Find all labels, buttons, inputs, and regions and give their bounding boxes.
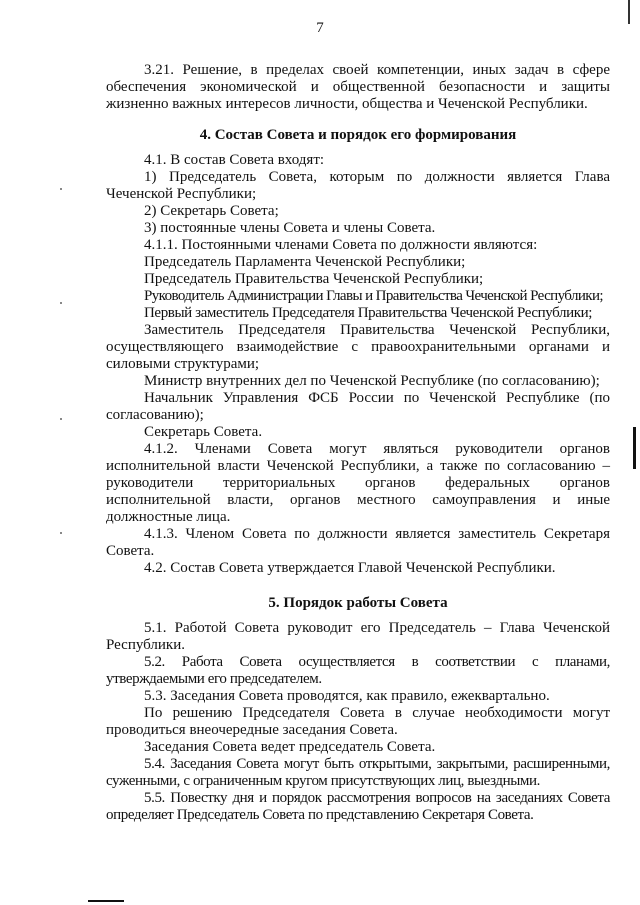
paragraph-4-1-1: 4.1.1. Постоянными членами Совета по должности являются: <box>144 237 538 253</box>
section-4-heading: 4. Состав Совета и порядок его формирования <box>199 127 517 143</box>
member-3: Руководитель Администрации Главы и Правительства Чеченской Республики; <box>144 288 603 304</box>
section-5-heading: 5. Порядок работы Совета <box>268 595 448 611</box>
scan-dot <box>60 188 62 190</box>
paragraph-4-1: 4.1. В состав Совета входят: <box>144 152 325 168</box>
paragraph-4-1-3: 4.1.3. Членом Совета по должности является заместитель Секретаря Совета. <box>106 526 610 559</box>
member-1: Председатель Парламента Чеченской Республики; <box>144 254 466 270</box>
paragraph-4-2: 4.2. Состав Совета утверждается Главой Чеченской Республики. <box>144 560 556 576</box>
member-8: Секретарь Совета. <box>144 424 263 440</box>
paragraph-4-1-item-2: 2) Секретарь Совета; <box>144 203 279 219</box>
paragraph-5-3-extra: По решению Председателя Совета в случае необходимости могут проводиться внеочередные заседания Совета. <box>106 705 610 738</box>
paragraph-5-4: 5.4. Заседания Совета могут быть открытыми, закрытыми, расширенными, суженными, с ограниченным кругом присутствующих лиц, выездными. <box>106 756 610 789</box>
paragraph-5-2: 5.2. Работа Совета осуществляется в соответствии с планами, утверждаемыми его председателем. <box>106 654 610 687</box>
scan-mark-right <box>633 427 636 469</box>
scan-dot <box>60 418 62 420</box>
paragraph-3-21: 3.21. Решение, в пределах своей компетенции, иных задач в сфере обеспечения экономической и общественной безопасности и защиты жизненно важных интересов личности, общества и Чеченской Республики. <box>106 62 610 112</box>
document-body <box>106 62 610 824</box>
scan-mark-bottom <box>88 900 124 902</box>
paragraph-4-1-2: 4.1.2. Членами Совета могут являться руководители органов исполнительной власти Чеченской Республики, а также по согласованию – руководители территориальных органов федеральных органов исполнительной власти, органов местного самоуправления и иные должностные лица. <box>106 441 610 525</box>
member-5: Заместитель Председателя Правительства Чеченской Республики, осуществляющего взаимодействие с правоохранительными органами и силовыми структурами; <box>106 322 610 372</box>
member-4: Первый заместитель Председателя Правительства Чеченской Республики; <box>144 305 593 321</box>
paragraph-5-3-chair: Заседания Совета ведет председатель Совета. <box>144 739 436 755</box>
paragraph-4-1-item-1: 1) Председатель Совета, которым по должности является Глава Чеченской Республики; <box>106 169 610 202</box>
member-7: Начальник Управления ФСБ России по Чеченской Республике (по согласованию); <box>106 390 610 423</box>
paragraph-5-3: 5.3. Заседания Совета проводятся, как правило, ежеквартально. <box>144 688 550 704</box>
scan-dot <box>60 302 62 304</box>
page-number: 7 <box>316 20 324 36</box>
member-2: Председатель Правительства Чеченской Республики; <box>144 271 484 287</box>
paragraph-4-1-item-3: 3) постоянные члены Совета и члены Совета. <box>144 220 436 236</box>
member-6: Министр внутренних дел по Чеченской Республике (по согласованию); <box>144 373 600 389</box>
paragraph-5-5: 5.5. Повестку дня и порядок рассмотрения вопросов на заседаниях Совета определяет Председатель Совета по представлению Секретаря Совета. <box>106 790 610 823</box>
paragraph-5-1: 5.1. Работой Совета руководит его Председатель – Глава Чеченской Республики. <box>106 620 610 653</box>
scan-dot <box>60 532 62 534</box>
